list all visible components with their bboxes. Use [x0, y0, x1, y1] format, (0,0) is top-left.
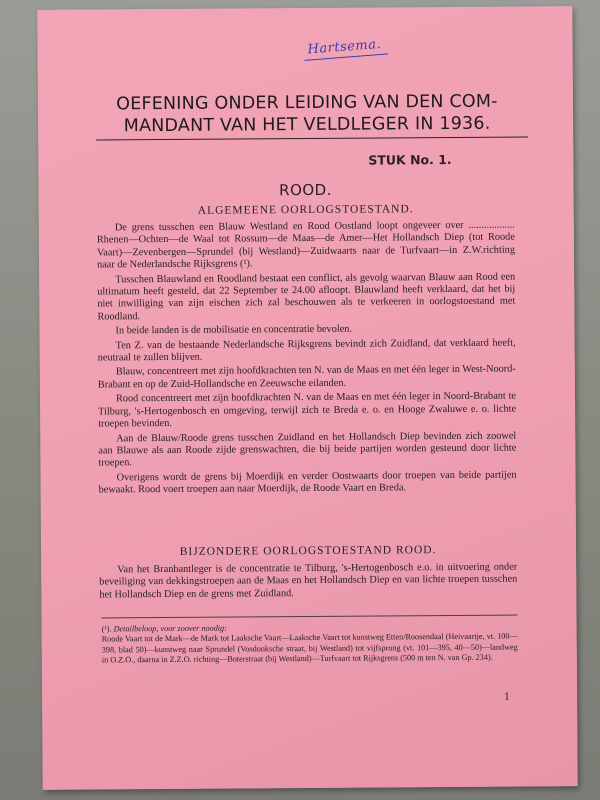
header-rule	[96, 136, 528, 140]
paragraph: Van het Branbantleger is de concentratie te Tilburg, 's-Hertogenbosch e.o. in uitvoering onder beveiliging van dekkingstroepen aan de Maas en het Hollandsch Diep en van lichte troepen tusschen het Hollandsch Diep en de grens met Zuidland.	[99, 561, 518, 601]
footnote-rule	[102, 615, 518, 619]
header-line-2: MANDANT VAN HET VELDLEGER IN 1936.	[123, 113, 491, 137]
footnote-title: Detailbeloop, voor zoover noodig:	[113, 623, 227, 634]
paragraph: Ten Z. van de bestaande Nederlandsche Rijksgrens bevindt zich Zuidland, dat verklaard heeft, neutraal te zullen blijven.	[97, 337, 516, 364]
paragraph: Rood concentreert met zijn hoofdkrachten N. van de Maas en met één leger in Noord-Brabant te Tilburg, 's-Hertogenbosch en omgeving, terwijl zich te Breda e. o. en Hooge Zwaluwe e. o. lichte troepen bevinden.	[98, 390, 517, 430]
paragraph: De grens tusschen een Blauw Westland en Rood Oostland loopt ongeveer over .................. Rhenen—Ochten—de Waal tot Rossum—de Maas—de Amer—Het Hollandsch Diep (tot Roode Vaart)—Zevenbergen—Sprundel (bij Westland)—Zuidwaarts naar de Turfvaart—in Z.W.richting naar de Nederlandsche Rijksgrens (¹).	[96, 219, 516, 271]
section-2-title: BIJZONDERE OORLOGSTOESTAND ROOD.	[179, 544, 437, 558]
paragraph: Overigens wordt de grens bij Moerdijk en verder Oostwaarts door troepen van beide partijen bewaakt. Rood voert troepen aan naar Moerdijk, de Roode Vaart en Breda.	[98, 469, 517, 496]
paragraph: Aan de Blauw/Roode grens tusschen Zuidland en het Hollandsch Diep bevinden zich zoowel aan Blauwe als aan Roode zijde grenswachten, die bij beide partijen worden gesteund door lichte troepen.	[98, 430, 517, 469]
stuk-label: STUK No. 1.	[368, 151, 452, 168]
paragraph: In beide landen is de mobilisatie en concentratie bevolen.	[115, 323, 353, 337]
party-title: ROOD.	[279, 180, 333, 200]
footnote-marker: (¹).	[101, 624, 112, 634]
section-1-body	[97, 220, 517, 499]
footnote-text: Roode Vaart tot de Mark—de Mark tot Laaksche Vaart—Laaksche Vaart tot kunstweg Etten/Roosendaal (Heivaartje, vt. 100—398, blad 50)—kunstweg naar Sprundel (Vosdonksche straat, bij Westland) tot vijfsprong (vt. 101—395, 40—50)—landweg in O.Z.O., daarna in Z.Z.O. richting—Boterstraat (bij Westland)—Turfvaart tot Rijksgrens (500 m ten N. van Gp. 234).	[101, 631, 518, 665]
document-header	[86, 90, 528, 137]
handwritten-note: Hartsema.	[307, 36, 382, 58]
page-number: 1	[504, 690, 510, 703]
footnote	[102, 622, 518, 667]
header-line-1: OEFENING ONDER LEIDING VAN DEN COM-	[116, 91, 498, 115]
section-2-body	[99, 562, 517, 604]
section-1-title: ALGEMEENE OORLOGSTOESTAND.	[197, 203, 414, 217]
paragraph: Tusschen Blauwland en Roodland bestaat een conflict, als gevolg waarvan Blauw aan Rood een ultimatum heeft gesteld, dat 22 September te 24.00 afloopt. Blauwland heeft verklaard, dat het bij niet inwilliging van zijn eischen zich zal beschouwen als te verkeeren in oorlogstoestand met Roodland.	[97, 271, 516, 323]
document-page	[37, 6, 577, 790]
paragraph: Blauw, concentreert met zijn hoofdkrachten ten N. van de Maas en met één leger in West-Noord-Brabant en op de Zuid-Hollandsche en Zeeuwsche eilanden.	[97, 364, 516, 391]
